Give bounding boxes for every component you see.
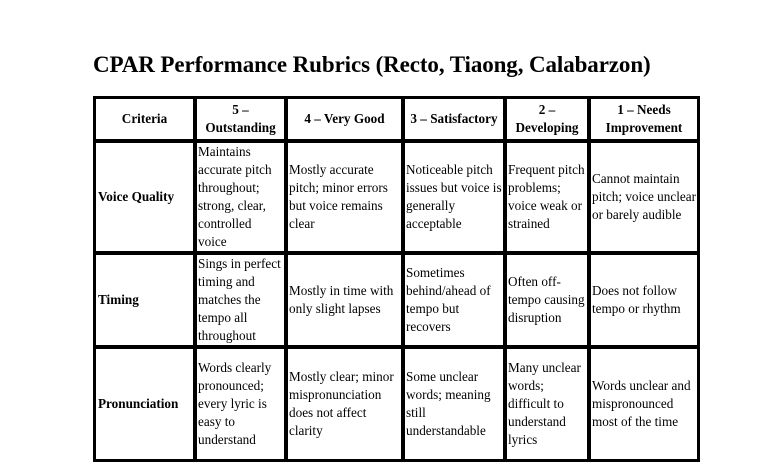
rubric-cell: Sings in perfect timing and matches the tempo all throughout [195,253,286,347]
criteria-cell: Voice Quality [94,141,195,253]
table-row [94,347,699,461]
header-score-5: 5 – Outstanding [195,97,286,141]
rubric-cell: Maintains accurate pitch throughout; strong, clear, controlled voice [195,141,286,253]
rubric-cell: Some unclear words; meaning still understandable [403,347,505,461]
rubric-cell: Words unclear and mispronounced most of the time [589,347,699,461]
criteria-cell: Timing [94,253,195,347]
rubric-cell: Cannot maintain pitch; voice unclear or barely audible [589,141,699,253]
rubric-cell: Frequent pitch problems; voice weak or strained [505,141,589,253]
rubric-cell: Does not follow tempo or rhythm [589,253,699,347]
header-score-4: 4 – Very Good [286,97,403,141]
rubric-cell: Many unclear words; difficult to understand lyrics [505,347,589,461]
rubric-cell: Noticeable pitch issues but voice is generally acceptable [403,141,505,253]
header-score-3: 3 – Satisfactory [403,97,505,141]
rubric-cell: Mostly clear; minor mispronunciation does not affect clarity [286,347,403,461]
header-score-1: 1 – Needs Improvement [589,97,699,141]
rubric-cell: Mostly accurate pitch; minor errors but voice remains clear [286,141,403,253]
header-score-2: 2 – Developing [505,97,589,141]
rubric-table [93,96,700,462]
table-row [94,141,699,253]
rubric-cell: Often off-tempo causing disruption [505,253,589,347]
document-title: CPAR Performance Rubrics (Recto, Tiaong, Calabarzon) [93,52,651,77]
rubric-cell: Words clearly pronounced; every lyric is easy to understand [195,347,286,461]
header-row [94,97,699,141]
header-criteria: Criteria [94,97,195,141]
criteria-cell: Pronunciation [94,347,195,461]
rubric-cell: Sometimes behind/ahead of tempo but recovers [403,253,505,347]
table-row [94,253,699,347]
rubric-cell: Mostly in time with only slight lapses [286,253,403,347]
